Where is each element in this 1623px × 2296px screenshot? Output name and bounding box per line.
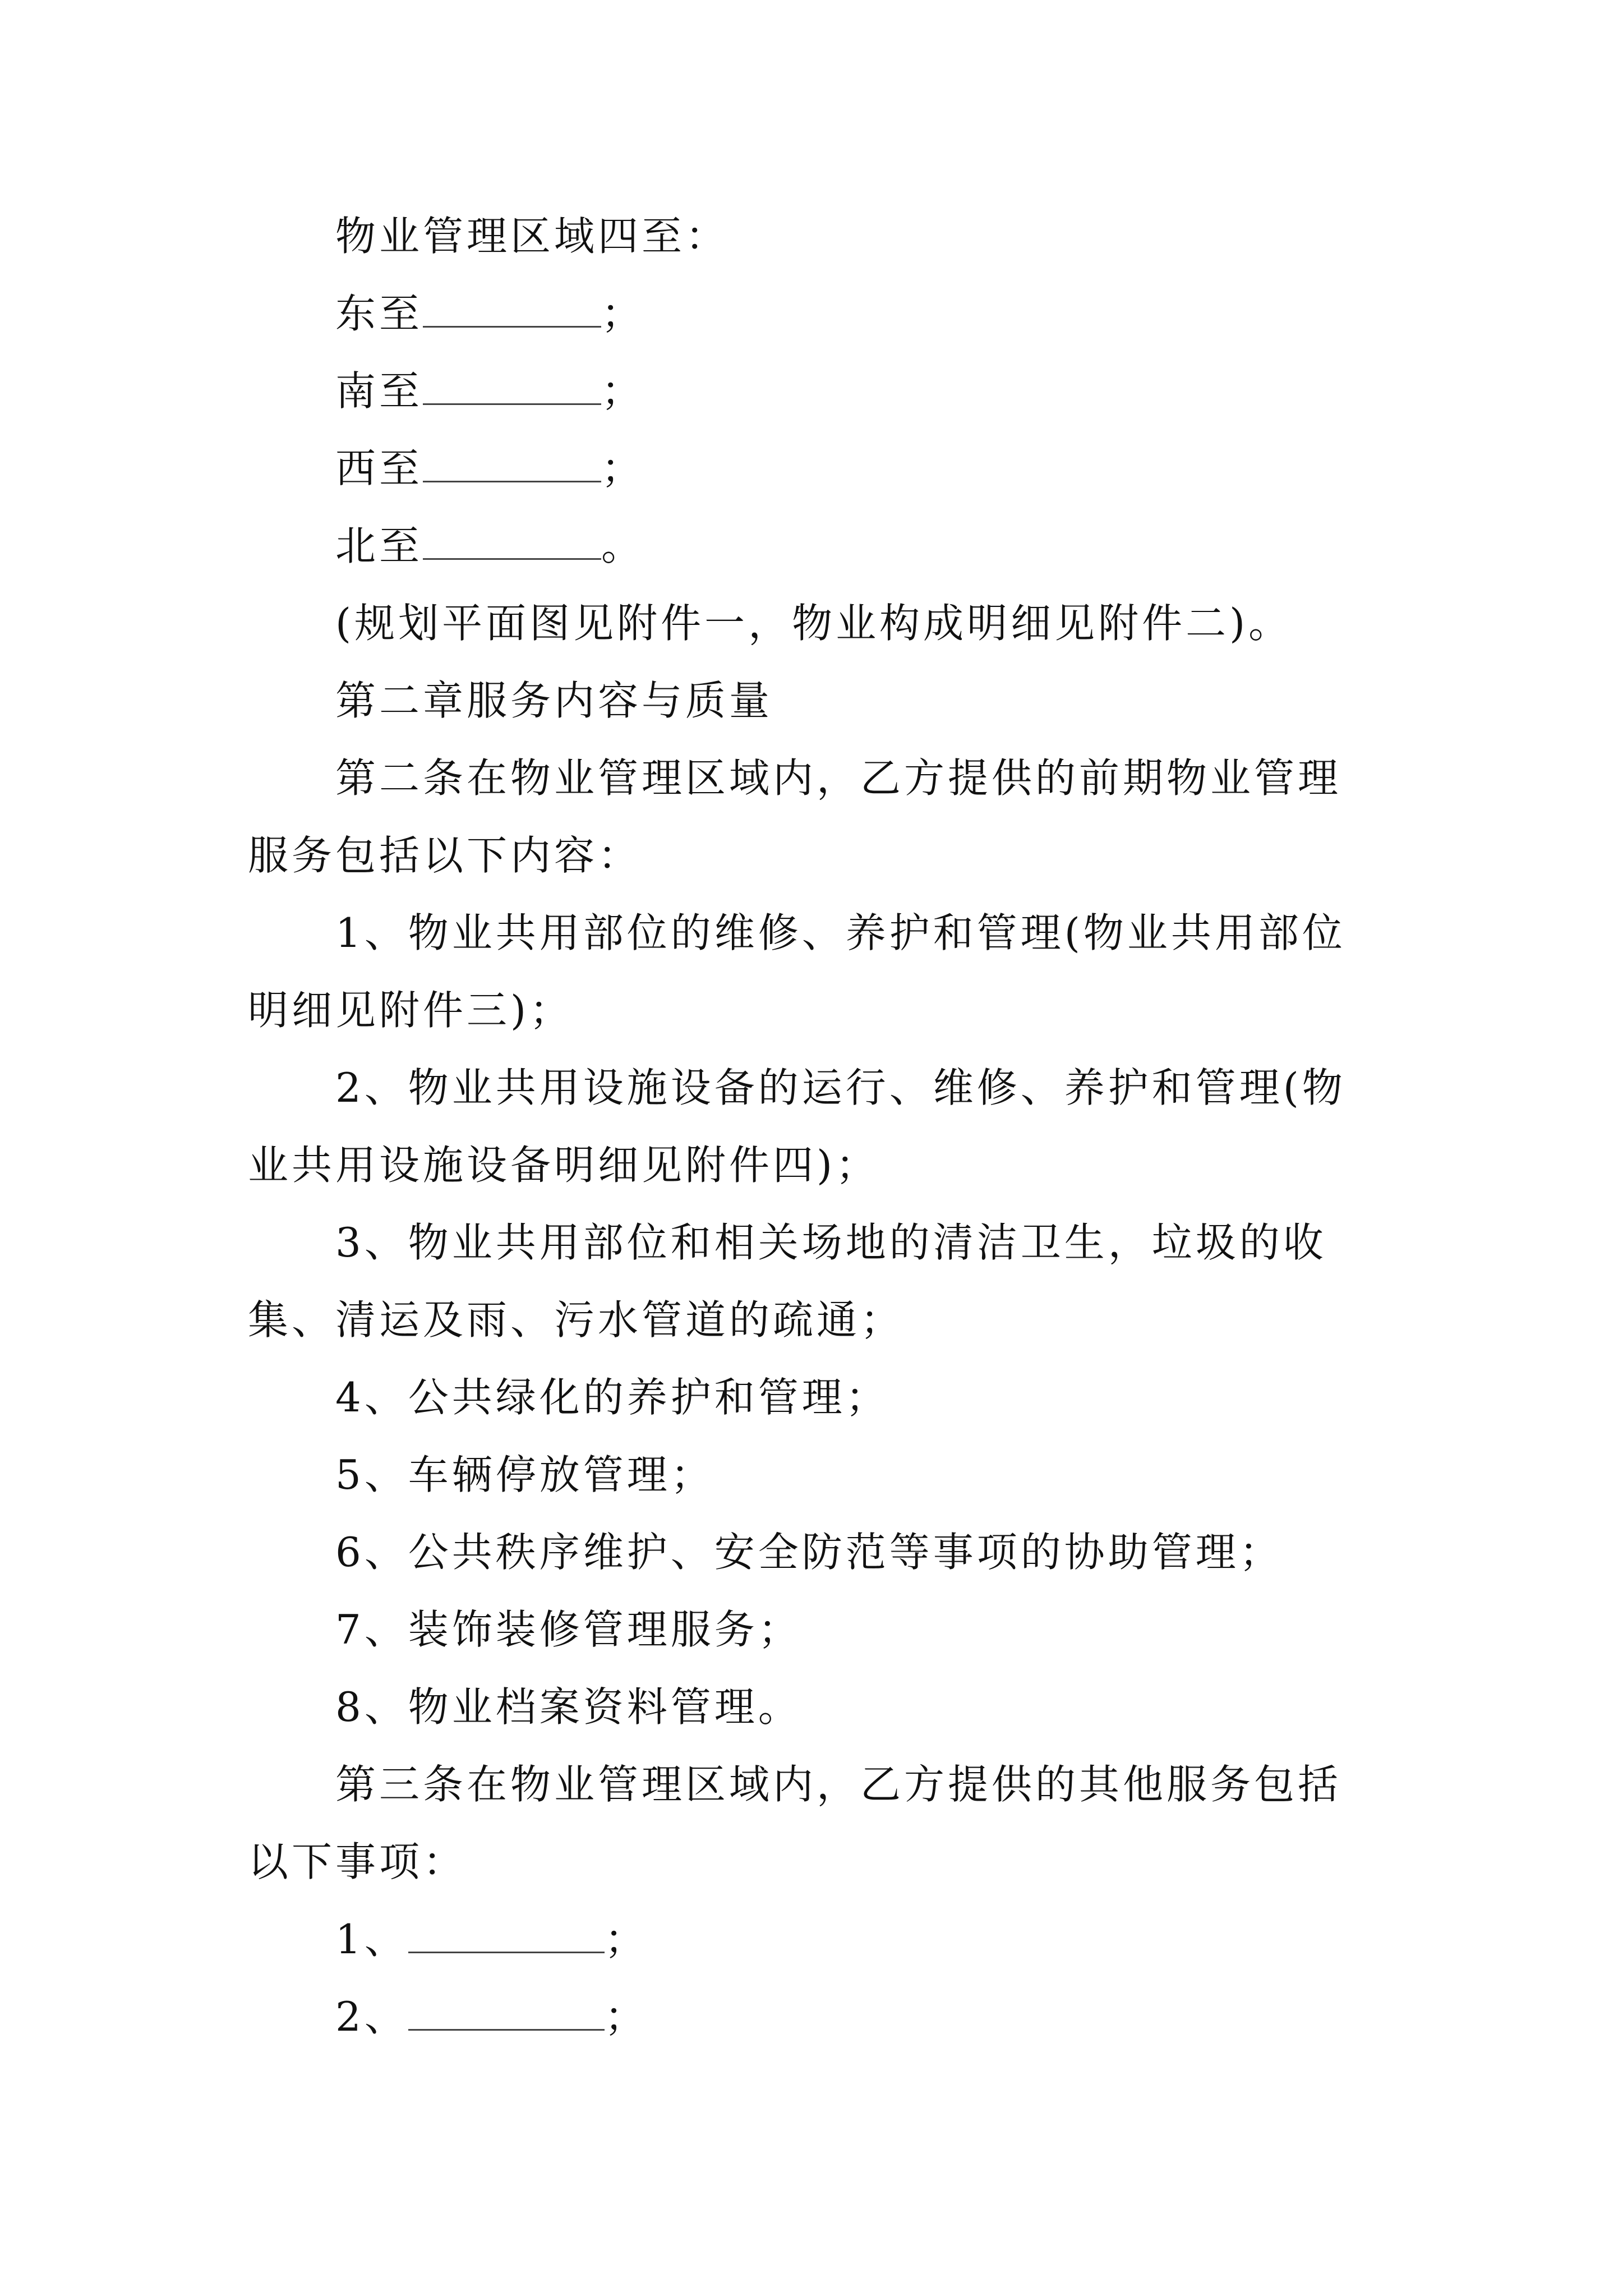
other-item-2-punct: ；: [604, 1993, 648, 2040]
service-item-3: 3、物业共用部位和相关场地的清洁卫生，垃圾的收集、清运及雨、污水管道的疏通；: [248, 1219, 1327, 1343]
service-item-7: 7、装饰装修管理服务；: [335, 1606, 802, 1653]
south-label: 南至: [335, 367, 423, 415]
north-blank: [423, 522, 601, 560]
other-item-2-label: 2、: [335, 1993, 408, 2040]
north-label: 北至: [335, 522, 423, 569]
boundary-heading: 物业管理区域四至：: [335, 213, 730, 260]
other-item-1-punct: ；: [604, 1916, 648, 1963]
service-item-8: 8、物业档案资料管理。: [335, 1683, 802, 1731]
service-item-6: 6、公共秩序维护、安全防范等事项的协助管理；: [335, 1529, 1283, 1576]
east-blank: [423, 290, 601, 328]
attachment-note: (规划平面图见附件一，物业构成明细见附件二)。: [335, 600, 1293, 647]
service-item-4: 4、公共绿化的养护和管理；: [335, 1374, 889, 1421]
other-item-1-blank: [408, 1916, 605, 1953]
other-item-2: [248, 1978, 1381, 2055]
article-three: 第三条在物业管理区域内，乙方提供的其他服务包括以下事项：: [248, 1761, 1342, 1885]
north-punct: 。: [601, 522, 645, 569]
service-item-2: 2、物业共用设施设备的运行、维修、养护和管理(物业共用设施设备明细见附件四)；: [248, 1064, 1346, 1189]
boundary-north: [248, 507, 1381, 585]
south-punct: ；: [601, 367, 645, 415]
west-blank: [423, 445, 601, 482]
article-two: 第二条在物业管理区域内，乙方提供的前期物业管理服务包括以下内容：: [248, 754, 1342, 879]
service-item-5: 5、车辆停放管理；: [335, 1451, 714, 1498]
service-item-1: 1、物业共用部位的维修、养护和管理(物业共用部位明细见附件三)；: [248, 909, 1346, 1034]
east-label: 东至: [335, 290, 423, 337]
other-item-1-label: 1、: [335, 1916, 408, 1963]
document-body: [248, 197, 1381, 2055]
boundary-east: [248, 275, 1381, 352]
other-item-1: [248, 1901, 1381, 1978]
boundary-west: [248, 430, 1381, 507]
other-item-2-blank: [408, 1993, 605, 2031]
chapter-two-title: 第二章服务内容与质量: [335, 677, 773, 724]
west-label: 西至: [335, 445, 423, 492]
west-punct: ；: [601, 445, 645, 492]
boundary-south: [248, 352, 1381, 430]
south-blank: [423, 367, 601, 405]
east-punct: ；: [601, 290, 645, 337]
